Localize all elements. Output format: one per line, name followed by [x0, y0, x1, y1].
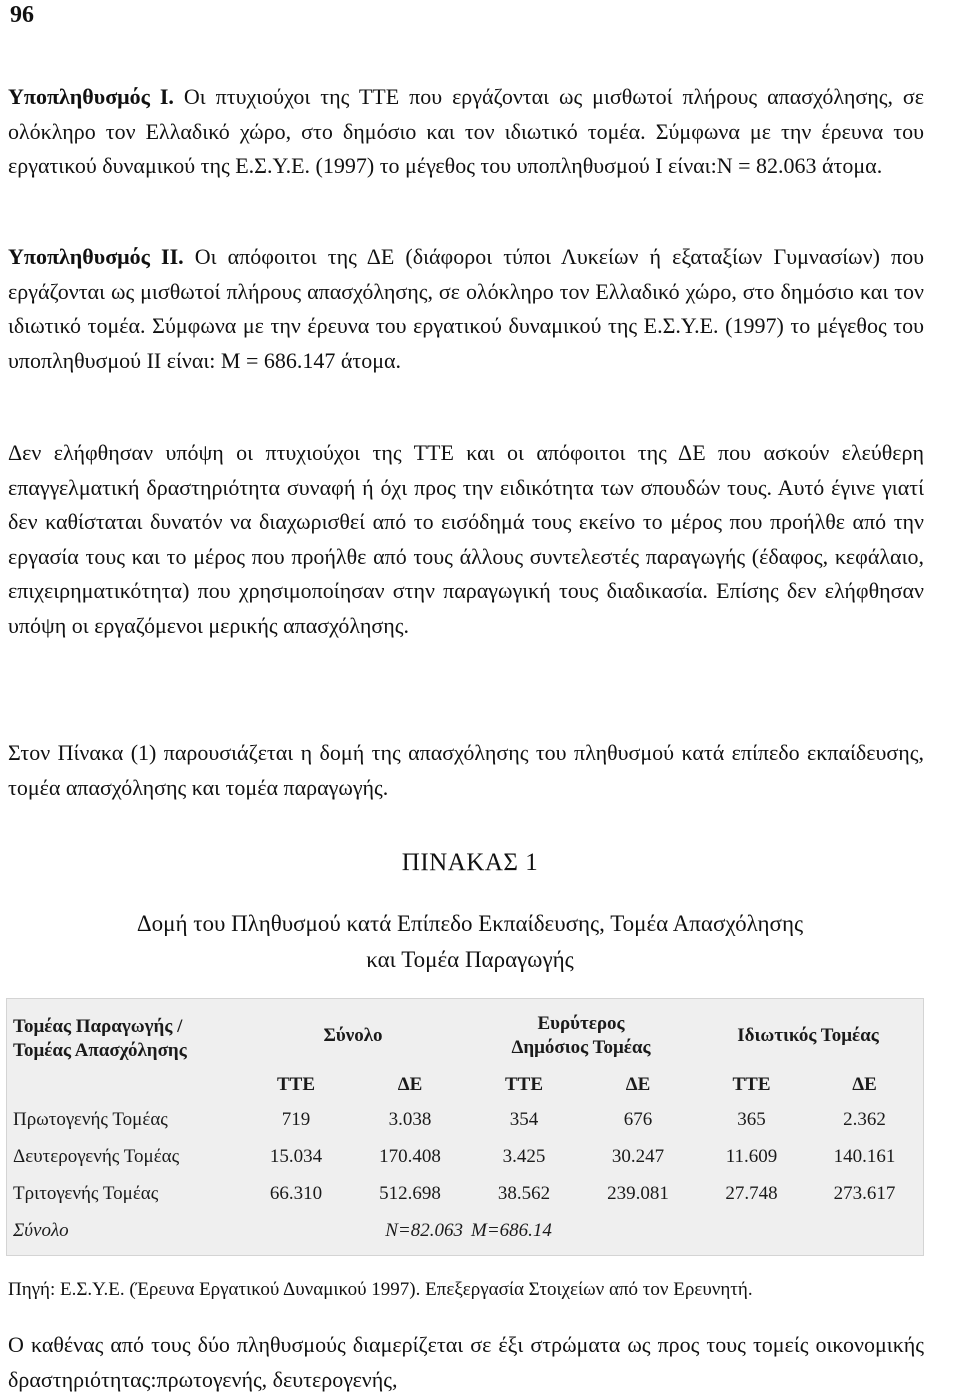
subpopulation-1-label: Υποπληθυσμός I. [8, 84, 174, 109]
table-cell: 512.698 [379, 1182, 441, 1204]
corner-header [9, 1003, 239, 1101]
table-row [9, 1175, 921, 1212]
population-table [9, 1003, 921, 1249]
header-private-sector: Ιδιωτικός Τομέας [737, 1025, 879, 1046]
table-cell: 27.748 [725, 1182, 778, 1204]
header-total: Σύνολο [323, 1025, 383, 1046]
header-public-sector [467, 1003, 695, 1069]
subheader-total-de: ΔΕ [397, 1074, 423, 1095]
table-cell: 15.034 [269, 1145, 323, 1167]
paragraph-subpopulation-2 [8, 240, 924, 378]
subheader-public-tte: ΤΤΕ [504, 1074, 544, 1095]
table-cell: 719 [281, 1108, 311, 1130]
total-n-cell: N=82.063 [385, 1219, 463, 1241]
table-cell: 239.081 [607, 1182, 669, 1204]
table-caption-line-2: και Τομέα Παραγωγής [366, 947, 574, 972]
table-cell: 38.562 [497, 1182, 551, 1204]
subheader-private-de: ΔΕ [852, 1074, 877, 1095]
table-total-row [9, 1212, 921, 1249]
table-header-row [9, 1003, 921, 1069]
header-public-line-1: Ευρύτερος [537, 1013, 625, 1034]
table-cell: 3.038 [388, 1108, 432, 1130]
table-cell: 676 [623, 1108, 653, 1130]
subheader-public-de: ΔΕ [625, 1074, 651, 1095]
row-label-primary: Πρωτογενής Τομέας [13, 1108, 168, 1130]
corner-header-line-2: Τομέας Απασχόλησης [13, 1040, 187, 1061]
table-cell [695, 1212, 921, 1249]
paragraph-exclusions: Δεν ελήφθησαν υπόψη οι πτυχιούχοι της ΤΤΕ και οι απόφοιτοι της ΔΕ που ασκούν ελεύθερη επαγγελματική δραστηριότητα συναφή ή όχι προς την ειδικότητα των σπουδών τους. Αυτό έγινε γιατί δεν καθίσταται δυνατόν να διαχωρισθεί από το εισόδημά τους εκείνο το μέρος που προήλθε από την εργασία τους και το μέρος που προήλθε από τους άλλους συντελεστές παραγωγής (έδαφος, κεφάλαιο, επιχειρηματικότητα) που χρησιμοποίησαν στην παραγωγική τους διαδικασία. Επίσης δεν ελήφθησαν υπόψη οι εργαζόμενοι μερικής απασχόλησης. [8, 440, 924, 638]
table-cell: 66.310 [269, 1182, 323, 1204]
table-cell: 354 [509, 1108, 539, 1130]
table-caption-line-1: Δομή του Πληθυσμού κατά Επίπεδο Εκπαίδευσης, Τομέα Απασχόλησης [136, 911, 804, 936]
paragraph-strata: Ο καθένας από τους δύο πληθυσμούς διαμερίζεται σε έξι στρώματα ως προς τους τομείς οικονομικής δραστηριότητας:πρωτογενής, δευτερογενής, [8, 1332, 924, 1392]
row-label-secondary: Δευτερογενής Τομέας [13, 1145, 180, 1167]
table-cell: 170.408 [379, 1145, 441, 1167]
page-number: 96 [10, 2, 34, 28]
header-public-line-2: Δημόσιος Τομέας [511, 1037, 651, 1058]
paragraph-subpopulation-1 [8, 80, 924, 184]
population-table-container [6, 998, 924, 1256]
subpopulation-2-text: Οι απόφοιτοι της ΔΕ (διάφοροι τύποι Λυκείων ή εξαταξίων Γυμνασίων) που εργάζονται ως μισθωτοί πλήρους απασχόλησης, σε ολόκληρο τον Ελλαδικό χώρο, στο δημόσιο και τον ιδιωτικό τομέα. Σύμφωνα με την έρευνα του εργατικού δυναμικού της Ε.Σ.Υ.Ε. (1997) το μέγεθος του υποπληθυσμού II είναι: Μ = 686.147 άτομα. [8, 244, 924, 373]
table-row [9, 1101, 921, 1138]
subheader-total-tte: ΤΤΕ [276, 1074, 316, 1095]
subheader-private-tte: ΤΤΕ [732, 1074, 771, 1095]
row-label-tertiary: Τριτογενής Τομέας [13, 1182, 159, 1204]
subpopulation-2-label: Υποπληθυσμός II. [8, 244, 184, 269]
table-cell: 273.617 [833, 1182, 896, 1204]
table-cell: 2.362 [843, 1108, 886, 1130]
table-source-note: Πηγή: Ε.Σ.Υ.Ε. (Έρευνα Εργατικού Δυναμικού 1997). Επεξεργασία Στοιχείων από τον Ερευνητή. [8, 1279, 753, 1300]
table-cell: 365 [737, 1108, 766, 1130]
table-cell: 11.609 [725, 1145, 778, 1167]
table-cell: 140.161 [833, 1145, 896, 1167]
paragraph-table-intro: Στον Πίνακα (1) παρουσιάζεται η δομή της απασχόλησης του πληθυσμού κατά επίπεδο εκπαίδευσης, τομέα απασχόλησης και τομέα παραγωγής. [8, 740, 924, 800]
subpopulation-1-text: Οι πτυχιούχοι της ΤΤΕ που εργάζονται ως μισθωτοί πλήρους απασχόλησης, σε ολόκληρο τον Ελλαδικό χώρο, στο δημόσιο και τον ιδιωτικό τομέα. Σύμφωνα με την έρευνα του εργατικού δυναμικού της Ε.Σ.Υ.Ε. (1997) το μέγεθος του υποπληθυσμού Ι είναι:Ν = 82.063 άτομα. [8, 84, 924, 178]
table-title: ΠΙΝΑΚΑΣ 1 [401, 849, 539, 876]
table-cell: 3.425 [502, 1145, 546, 1167]
corner-header-line-1: Τομέας Παραγωγής / [13, 1016, 183, 1037]
table-cell: 30.247 [611, 1145, 665, 1167]
row-label-total: Σύνολο [13, 1219, 69, 1241]
table-row [9, 1138, 921, 1175]
total-m-cell: M=686.14 [471, 1219, 552, 1241]
